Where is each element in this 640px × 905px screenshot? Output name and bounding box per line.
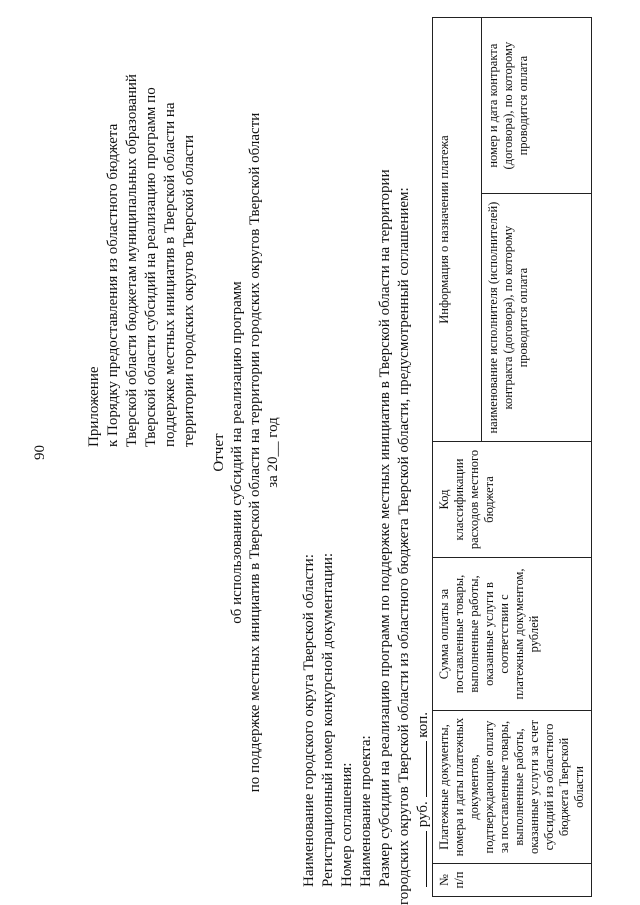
project-field: Наименование проекта:: [358, 735, 374, 887]
kop-blank: [414, 742, 427, 798]
col-info: Информация о назначении платежа: [433, 18, 482, 442]
appendix-line: территории городских округов Тверской области: [181, 135, 197, 447]
sub-contract: номер и дата контракта (договора), по которому проводится оплата: [481, 18, 591, 194]
col-code: Код классификации расходов местного бюджета: [433, 442, 592, 558]
rub-label: руб.: [415, 801, 431, 828]
col-docs: Платежные документы, номера и даты платежных документов, подтверждающие оплату за поставленные товары, выполненные работы, оказанные услуги за счет субсидий из областного бюджета Тверской области: [433, 711, 592, 864]
reg-number-field: Регистрационный номер конкурсной документации:: [320, 552, 336, 887]
appendix-block: [85, 27, 199, 447]
report-fields: [300, 17, 433, 905]
report-heading: [210, 0, 282, 905]
district-field: Наименование городского округа Тверской области:: [301, 554, 317, 887]
kop-label: коп.: [415, 711, 431, 738]
subsidy-amount: [414, 17, 433, 887]
agreement-field: Номер соглашения:: [339, 762, 355, 887]
appendix-line: Тверской области субсидий на реализацию программ по: [143, 87, 159, 447]
subsidy-field-cont: городских округов Тверской области из областного бюджета Тверской области, предусмотренный соглашением:: [396, 187, 412, 905]
subsidy-field: Размер субсидии на реализацию программ по поддержке местных инициатив в Тверской области на территории: [377, 169, 393, 887]
report-period: за 20__ год: [265, 417, 281, 488]
appendix-title: Приложение: [86, 366, 102, 447]
report-title: Отчет: [211, 433, 227, 472]
report-subtitle: об использовании субсидий на реализацию программ: [229, 281, 245, 624]
col-num: № п/п: [433, 864, 592, 897]
appendix-line: Тверской области бюджетам муниципальных образований: [124, 74, 140, 447]
page-number: 90: [32, 445, 48, 460]
rub-blank: [414, 831, 427, 887]
table-header-row: [433, 18, 482, 897]
sub-executor: наименование исполнителя (исполнителей) контракта (договора), по которому проводится оплата: [481, 194, 591, 442]
appendix-line: поддержке местных инициатив в Тверской области на: [162, 102, 178, 447]
col-sum: Сумма оплаты за поставленные товары, выполненные работы, оказанные услуги в соответствии с платежным документом, рублей: [433, 558, 592, 711]
payments-table: [432, 17, 592, 897]
appendix-line: к Порядку предоставления из областного бюджета: [105, 123, 121, 447]
report-subtitle-2: по поддержке местных инициатив в Тверской области на территории городских округов Тверской области: [247, 112, 263, 793]
